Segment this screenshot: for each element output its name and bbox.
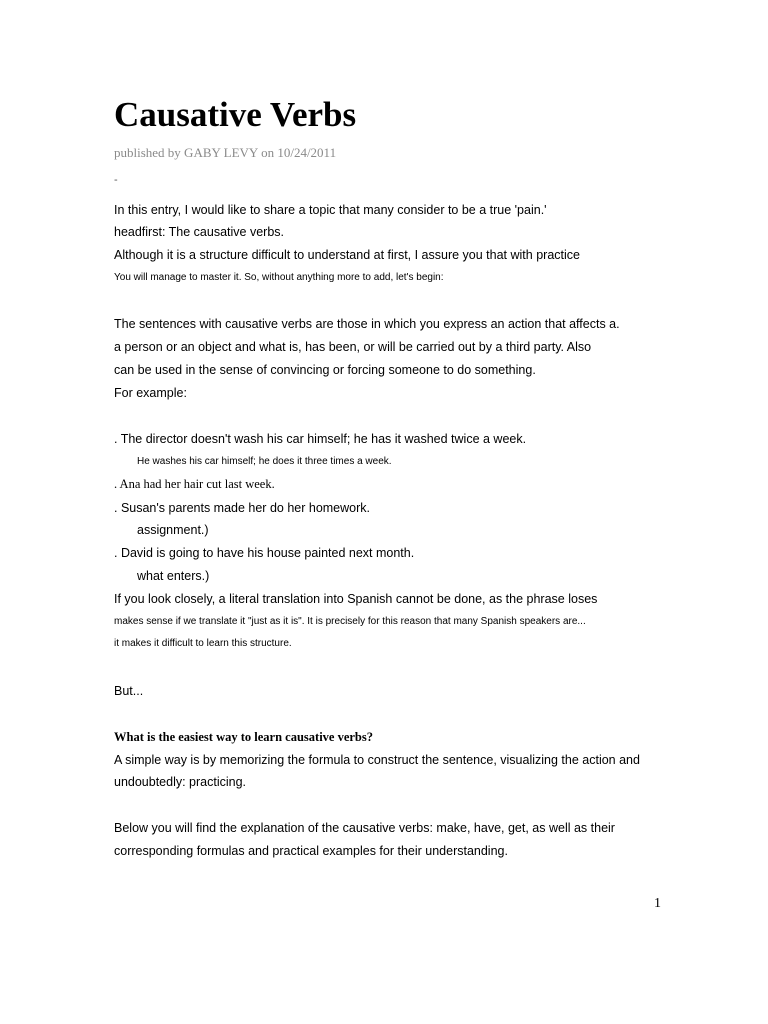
example-line: what enters.) [137, 569, 210, 583]
but-line: But... [114, 684, 144, 698]
intro-line: headfirst: The causative verbs. [114, 225, 284, 239]
example-line: . The director doesn't wash his car himself; he has it washed twice a week. [114, 432, 527, 446]
translation-line: If you look closely, a literal translation into Spanish cannot be done, as the phrase loses [114, 592, 598, 606]
page-number: 1 [654, 896, 661, 911]
intro-line: Although it is a structure difficult to understand at first, I assure you that with practice [114, 248, 580, 262]
example-line: assignment.) [137, 523, 209, 537]
answer-line: A simple way is by memorizing the formula to construct the sentence, visualizing the action and [114, 753, 640, 767]
definition-line: can be used in the sense of convincing or forcing someone to do something. [114, 363, 536, 377]
intro-line: In this entry, I would like to share a topic that many consider to be a true 'pain.' [114, 203, 547, 217]
below-line: corresponding formulas and practical examples for their understanding. [114, 844, 508, 858]
subheading: What is the easiest way to learn causative verbs? [114, 730, 373, 744]
separator: - [114, 174, 118, 186]
definition-line: The sentences with causative verbs are those in which you express an action that affects a. [114, 317, 620, 331]
translation-line: it makes it difficult to learn this structure. [114, 638, 292, 649]
definition-line: a person or an object and what is, has been, or will be carried out by a third party. Also [114, 340, 592, 354]
byline: published by GABY LEVY on 10/24/2011 [114, 145, 337, 160]
translation-line: makes sense if we translate it "just as it is". It is precisely for this reason that many Spanish speakers are... [114, 616, 586, 627]
example-line: . David is going to have his house painted next month. [114, 546, 415, 560]
intro-line: You will manage to master it. So, without anything more to add, let's begin: [114, 272, 444, 283]
answer-line: undoubtedly: practicing. [114, 775, 247, 789]
example-line: . Susan's parents made her do her homework. [114, 501, 370, 515]
page-title: Causative Verbs [114, 95, 357, 134]
example-line: . Ana had her hair cut last week. [114, 477, 275, 491]
definition-line: For example: [114, 386, 187, 400]
example-line: He washes his car himself; he does it three times a week. [137, 456, 392, 467]
below-line: Below you will find the explanation of the causative verbs: make, have, get, as well as their [114, 821, 615, 835]
